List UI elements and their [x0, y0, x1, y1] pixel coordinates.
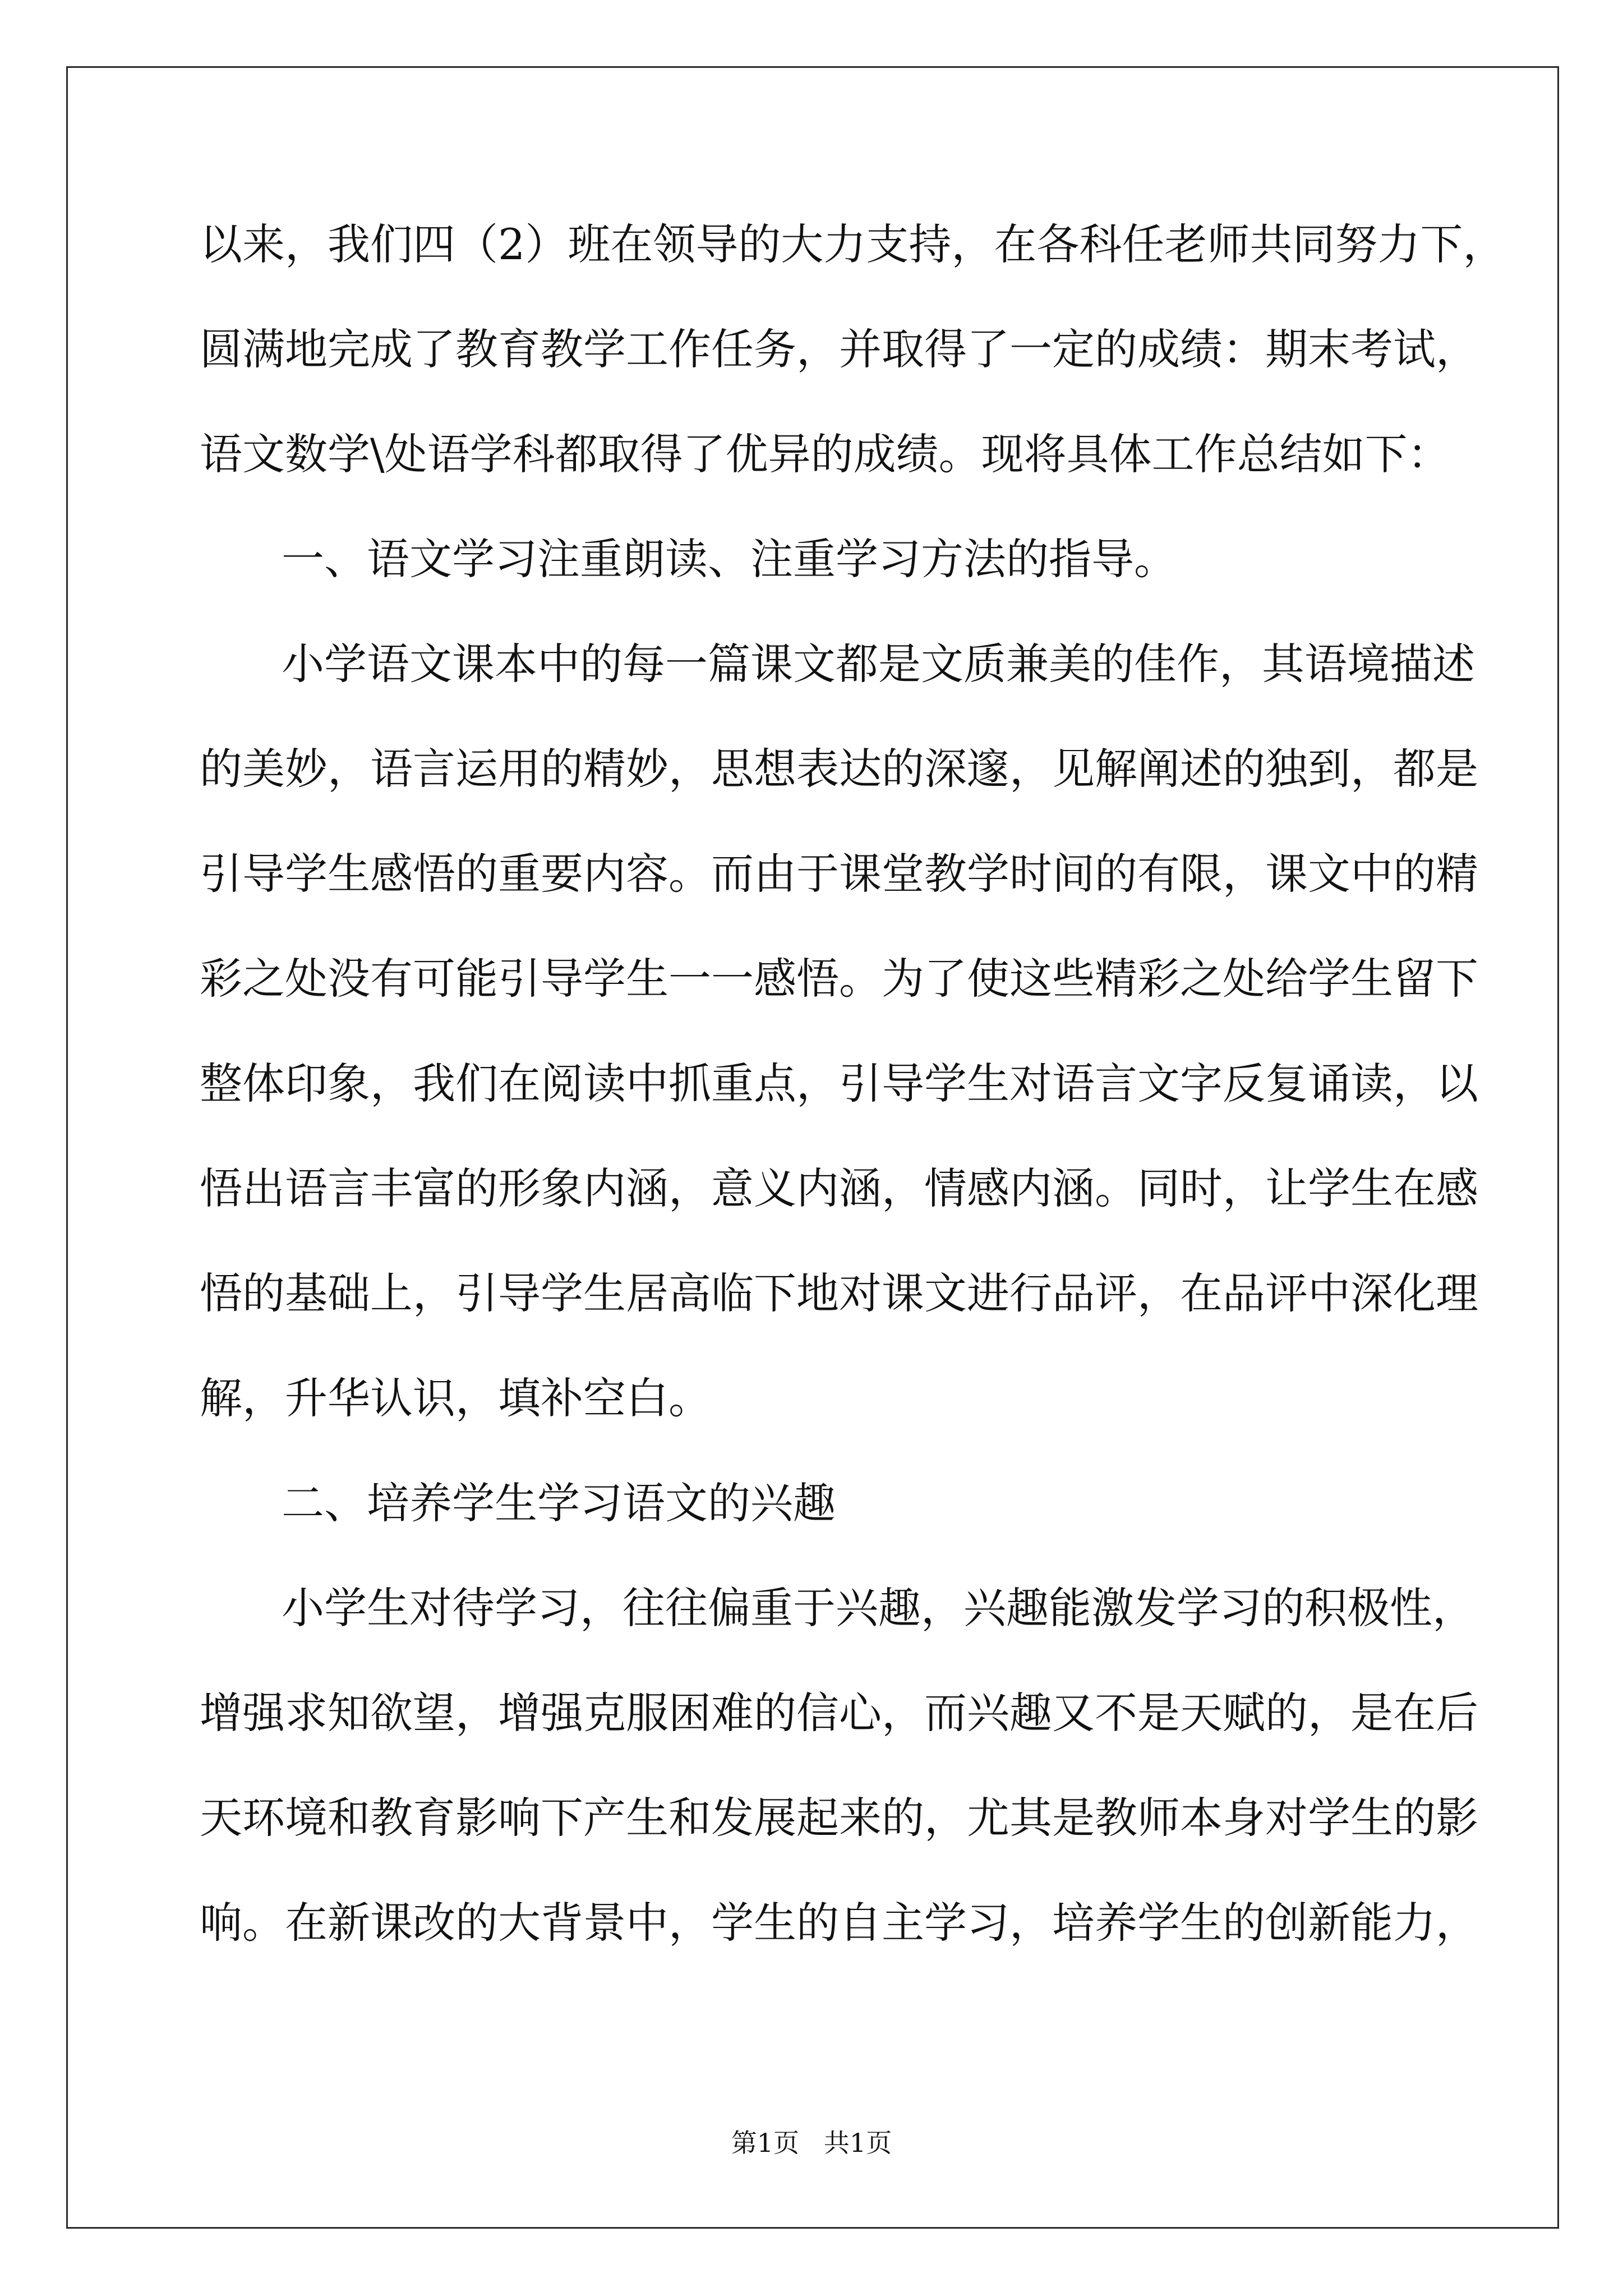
section-heading-1: 一、语文学习注重朗读、注重学习方法的指导。 — [282, 534, 1177, 584]
body-line-6: 的美妙，语言运用的精妙，思想表达的深邃，见解阐述的独到，都是 — [200, 744, 1478, 794]
body-line-11: 悟的基础上，引导学生居高临下地对课文进行品评，在品评中深化理 — [200, 1268, 1478, 1318]
page-number: 第1页 共1页 — [731, 2128, 892, 2158]
body-line-9: 整体印象，我们在阅读中抓重点，引导学生对语言文字反复诵读，以 — [200, 1059, 1478, 1108]
body-line-12: 解，升华认识，填补空白。 — [200, 1373, 711, 1423]
body-line-8: 彩之处没有可能引导学生一一感悟。为了使这些精彩之处给学生留下 — [200, 954, 1478, 1004]
body-line-14: 小学生对待学习，往往偏重于兴趣，兴趣能激发学习的积极性， — [282, 1583, 1475, 1633]
body-line-5: 小学语文课本中的每一篇课文都是文质兼美的佳作，其语境描述 — [282, 639, 1475, 689]
body-line-16: 天环境和教育影响下产生和发展起来的，尤其是教师本身对学生的影 — [200, 1793, 1478, 1843]
document-body — [200, 192, 1506, 1975]
body-line-3: 语文数学\处语学科都取得了优异的成绩。现将具体工作总结如下： — [200, 429, 1450, 479]
body-line-2: 圆满地完成了教育教学工作任务，并取得了一定的成绩：期末考试， — [200, 324, 1478, 374]
body-line-17: 响。在新课改的大背景中，学生的自主学习，培养学生的创新能力， — [200, 1898, 1478, 1948]
body-line-15: 增强求知欲望，增强克服困难的信心，而兴趣又不是天赋的，是在后 — [200, 1688, 1478, 1738]
body-line-7: 引导学生感悟的重要内容。而由于课堂教学时间的有限，课文中的精 — [200, 849, 1478, 899]
section-heading-2: 二、培养学生学习语文的兴趣 — [282, 1478, 836, 1528]
body-line-10: 悟出语言丰富的形象内涵，意义内涵，情感内涵。同时，让学生在感 — [200, 1163, 1478, 1213]
page-footer — [0, 2126, 1623, 2160]
body-line-1: 以来，我们四（2）班在领导的大力支持，在各科任老师共同努力下， — [200, 219, 1506, 269]
